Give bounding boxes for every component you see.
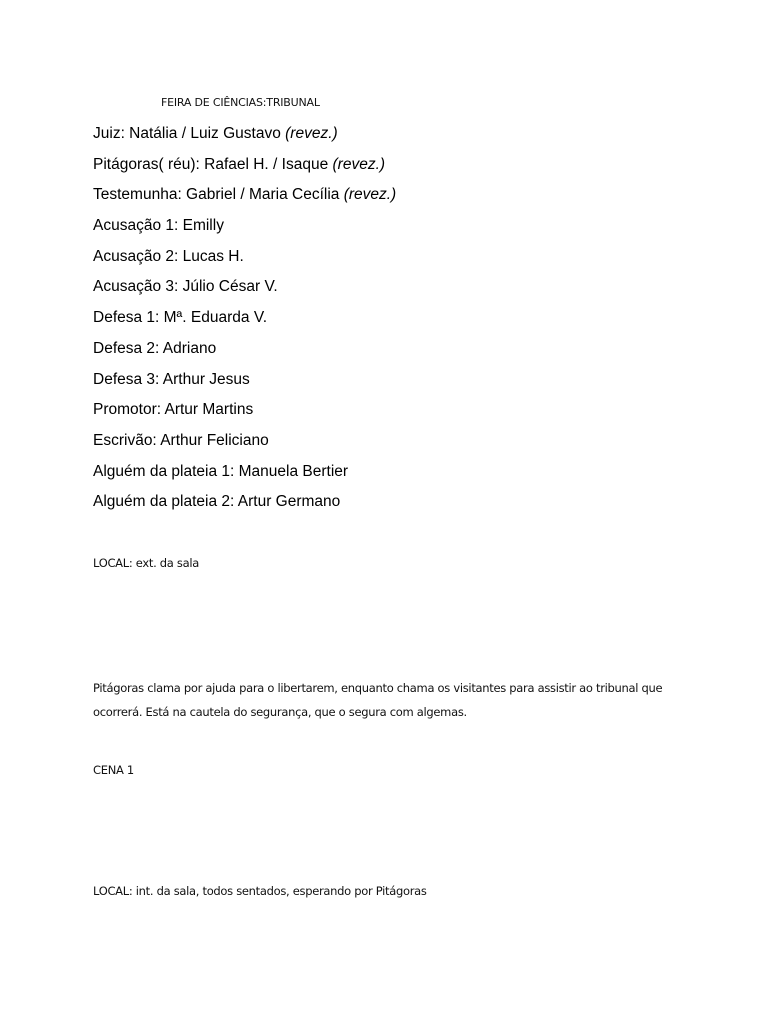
cast-line-plateia-2 — [93, 490, 396, 521]
cast-line-acusacao-1 — [93, 214, 396, 245]
cast-line-text: Acusação 2: Lucas H. — [93, 247, 244, 265]
cast-line-note: (revez.) — [285, 125, 338, 142]
local-interior: LOCAL: int. da sala, todos sentados, esperando por Pitágoras — [93, 884, 427, 898]
cast-line-juiz — [93, 122, 396, 153]
cast-line-acusacao-2 — [93, 245, 396, 276]
cast-list — [93, 122, 396, 521]
cast-line-text: Defesa 1: Mª. Eduarda V. — [93, 309, 268, 327]
cast-line-plateia-1 — [93, 460, 396, 491]
cast-line-text: Testemunha: Gabriel / Maria Cecília — [93, 186, 344, 204]
scene-description-line: ocorrerá. Está na cautela do segurança, que o segura com algemas. — [93, 705, 467, 719]
cast-line-text: Promotor: Artur Martins — [93, 401, 254, 419]
cast-line-promotor — [93, 398, 396, 429]
cast-line-note: (revez.) — [343, 186, 397, 204]
cast-line-defesa-2 — [93, 337, 396, 368]
cast-line-text: Defesa 2: Adriano — [93, 339, 217, 357]
scene-description-line: Pitágoras clama por ajuda para o libertarem, enquanto chama os visitantes para assistir ao tribunal que — [93, 681, 663, 695]
cast-line-pitagoras — [93, 153, 396, 184]
cast-line-text: Alguém da plateia 1: Manuela Bertier — [93, 462, 349, 480]
cast-line-text: Alguém da plateia 2: Artur Germano — [93, 493, 341, 511]
scene-description — [93, 676, 673, 724]
cast-line-text: Defesa 3: Arthur Jesus — [93, 370, 250, 388]
cast-line-text: Juiz: Natália / Luiz Gustavo — [93, 125, 286, 142]
local-exterior: LOCAL: ext. da sala — [93, 556, 199, 570]
cast-line-text: Escrivão: Arthur Feliciano — [93, 431, 269, 449]
cast-line-acusacao-3 — [93, 275, 396, 306]
cast-line-note: (revez.) — [332, 155, 386, 173]
cast-line-escrivao — [93, 429, 396, 460]
document-title: FEIRA DE CIÊNCIAS:TRIBUNAL — [161, 96, 320, 109]
cast-line-text: Acusação 1: Emilly — [93, 217, 224, 235]
cast-line-text: Acusação 3: Júlio César V. — [93, 278, 278, 296]
scene-heading: CENA 1 — [93, 763, 134, 777]
cast-line-defesa-1 — [93, 306, 396, 337]
cast-line-testemunha — [93, 183, 396, 214]
cast-line-text: Pitágoras( réu): Rafael H. / Isaque — [93, 155, 333, 173]
cast-line-defesa-3 — [93, 368, 396, 399]
